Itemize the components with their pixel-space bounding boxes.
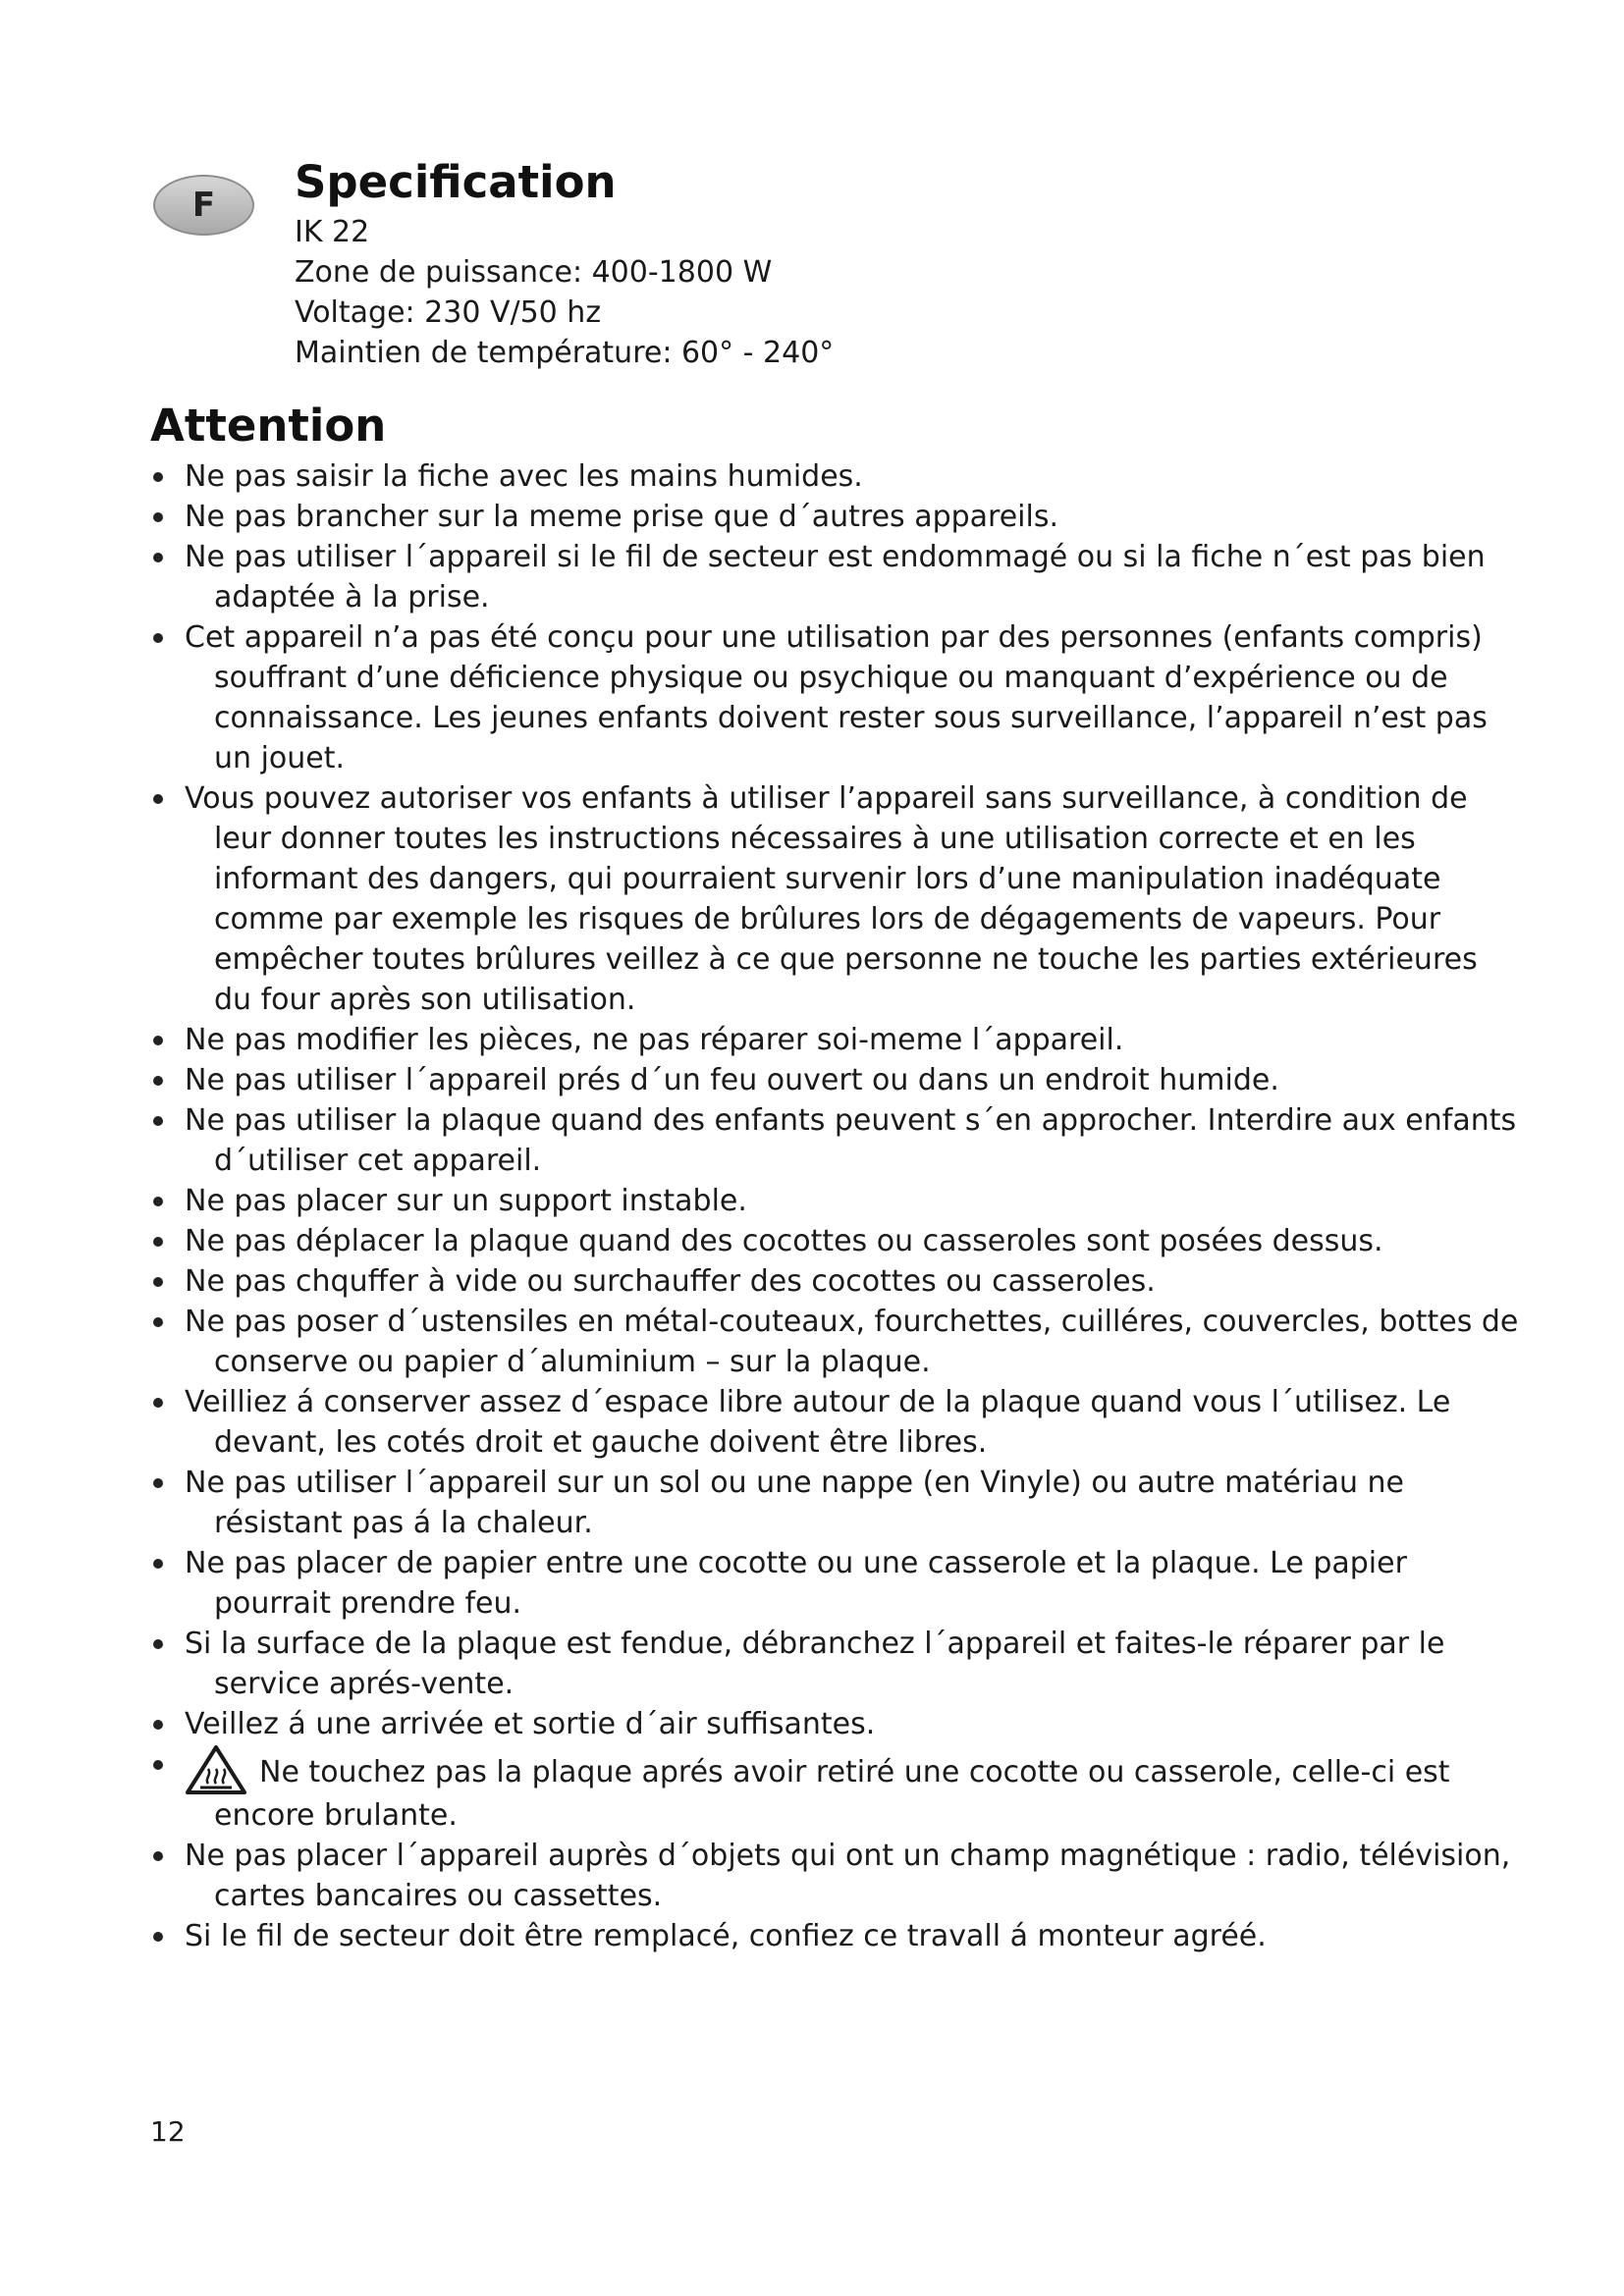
bullet-icon: [153, 1559, 163, 1569]
bullet-icon: [153, 1478, 163, 1488]
bullet-icon: [153, 512, 163, 522]
list-item: Ne pas placer de papier entre une cocotte ou une casserole et la plaque. Le papier pourrait prendre feu.: [147, 1543, 1522, 1624]
list-item: Ne pas poser d´ustensiles en métal-couteaux, fourchettes, cuilléres, couvercles, bottes de conserve ou papier d´aluminium – sur la plaque.: [147, 1302, 1522, 1382]
spec-model: IK 22: [295, 215, 370, 249]
bullet-icon: [153, 1116, 163, 1126]
list-item: Cet appareil n’a pas été conçu pour une utilisation par des personnes (enfants compris) souffrant d’une déficience physique ou psychique ou manquant d’expérience ou de connaissance. Les jeunes enfants doivent rester sous surveillance, l’appareil n’est pas un jouet.: [147, 617, 1522, 778]
list-item: Si le fil de secteur doit être remplacé, confiez ce travall á monteur agréé.: [147, 1916, 1522, 1956]
attention-title: Attention: [150, 400, 387, 452]
list-item: Ne pas utiliser la plaque quand des enfants peuvent s´en approcher. Interdire aux enfants d´utiliser cet appareil.: [147, 1100, 1522, 1181]
bullet-icon: [153, 1760, 163, 1770]
spec-temperature: Maintien de température: 60° - 240°: [295, 336, 835, 370]
list-item: Ne pas saisir la fiche avec les mains humides.: [147, 456, 1522, 497]
list-item: Ne pas modifier les pièces, ne pas réparer soi-meme l´appareil.: [147, 1020, 1522, 1060]
spec-power-range: Zone de puissance: 400-1800 W: [295, 255, 773, 290]
list-item: Ne pas brancher sur la meme prise que d´autres appareils.: [147, 497, 1522, 537]
list-item: Vous pouvez autoriser vos enfants à utiliser l’appareil sans surveillance, à condition de leur donner toutes les instructions nécessaires à une utilisation correcte et en les informant des dangers, qui pourraient survenir lors d’une manipulation inadéquate comme par exemple les risques de brûlures lors de dégagements de vapeurs. Pour empêcher toutes brûlures veillez à ce que personne ne touche les parties extérieures du four après son utilisation.: [147, 778, 1522, 1020]
bullet-icon: [153, 472, 163, 482]
list-item: Ne pas utiliser l´appareil sur un sol ou une nappe (en Vinyle) ou autre matériau ne résistant pas á la chaleur.: [147, 1463, 1522, 1543]
bullet-icon: [153, 1932, 163, 1942]
list-item: Ne pas déplacer la plaque quand des cocottes ou casseroles sont posées dessus.: [147, 1221, 1522, 1261]
bullet-icon: [153, 1277, 163, 1287]
page-number: 12: [150, 2115, 186, 2148]
bullet-icon: [153, 633, 163, 643]
bullet-icon: [153, 553, 163, 562]
bullet-icon: [153, 1398, 163, 1408]
bullet-icon: [153, 1036, 163, 1045]
list-item: Ne pas chquffer à vide ou surchauffer des cocottes ou casseroles.: [147, 1261, 1522, 1302]
attention-list: [147, 456, 1522, 1956]
list-item: Si la surface de la plaque est fendue, débranchez l´appareil et faites-le réparer par le service aprés-vente.: [147, 1624, 1522, 1704]
bullet-icon: [153, 1237, 163, 1247]
list-item: Ne pas placer sur un support instable.: [147, 1181, 1522, 1221]
bullet-icon: [153, 1851, 163, 1861]
bullet-icon: [153, 1076, 163, 1086]
list-item: Ne pas utiliser l´appareil si le fil de secteur est endommagé ou si la fiche n´est pas bien adaptée à la prise.: [147, 537, 1522, 617]
list-item-hot-surface: Ne touchez pas la plaque aprés avoir retiré une cocotte ou casserole, celle-ci est encore brulante.: [147, 1744, 1522, 1836]
bullet-icon: [153, 1317, 163, 1327]
bullet-icon: [153, 794, 163, 804]
specification-details: [295, 212, 834, 373]
bullet-icon: [153, 1720, 163, 1730]
spec-voltage: Voltage: 230 V/50 hz: [295, 295, 602, 330]
bullet-icon: [153, 1197, 163, 1206]
list-item: Ne pas placer l´appareil auprès d´objets qui ont un champ magnétique : radio, télévision, cartes bancaires ou cassettes.: [147, 1836, 1522, 1916]
specification-title: Specification: [295, 156, 617, 208]
language-badge: F: [153, 175, 254, 236]
bullet-icon: [153, 1639, 163, 1649]
list-item: Ne pas utiliser l´appareil prés d´un feu ouvert ou dans un endroit humide.: [147, 1060, 1522, 1100]
list-item: Veillez á une arrivée et sortie d´air suffisantes.: [147, 1704, 1522, 1744]
hot-surface-warning-icon: [185, 1744, 247, 1795]
list-item: Veilliez á conserver assez d´espace libre autour de la plaque quand vous l´utilisez. Le devant, les cotés droit et gauche doivent être libres.: [147, 1382, 1522, 1463]
